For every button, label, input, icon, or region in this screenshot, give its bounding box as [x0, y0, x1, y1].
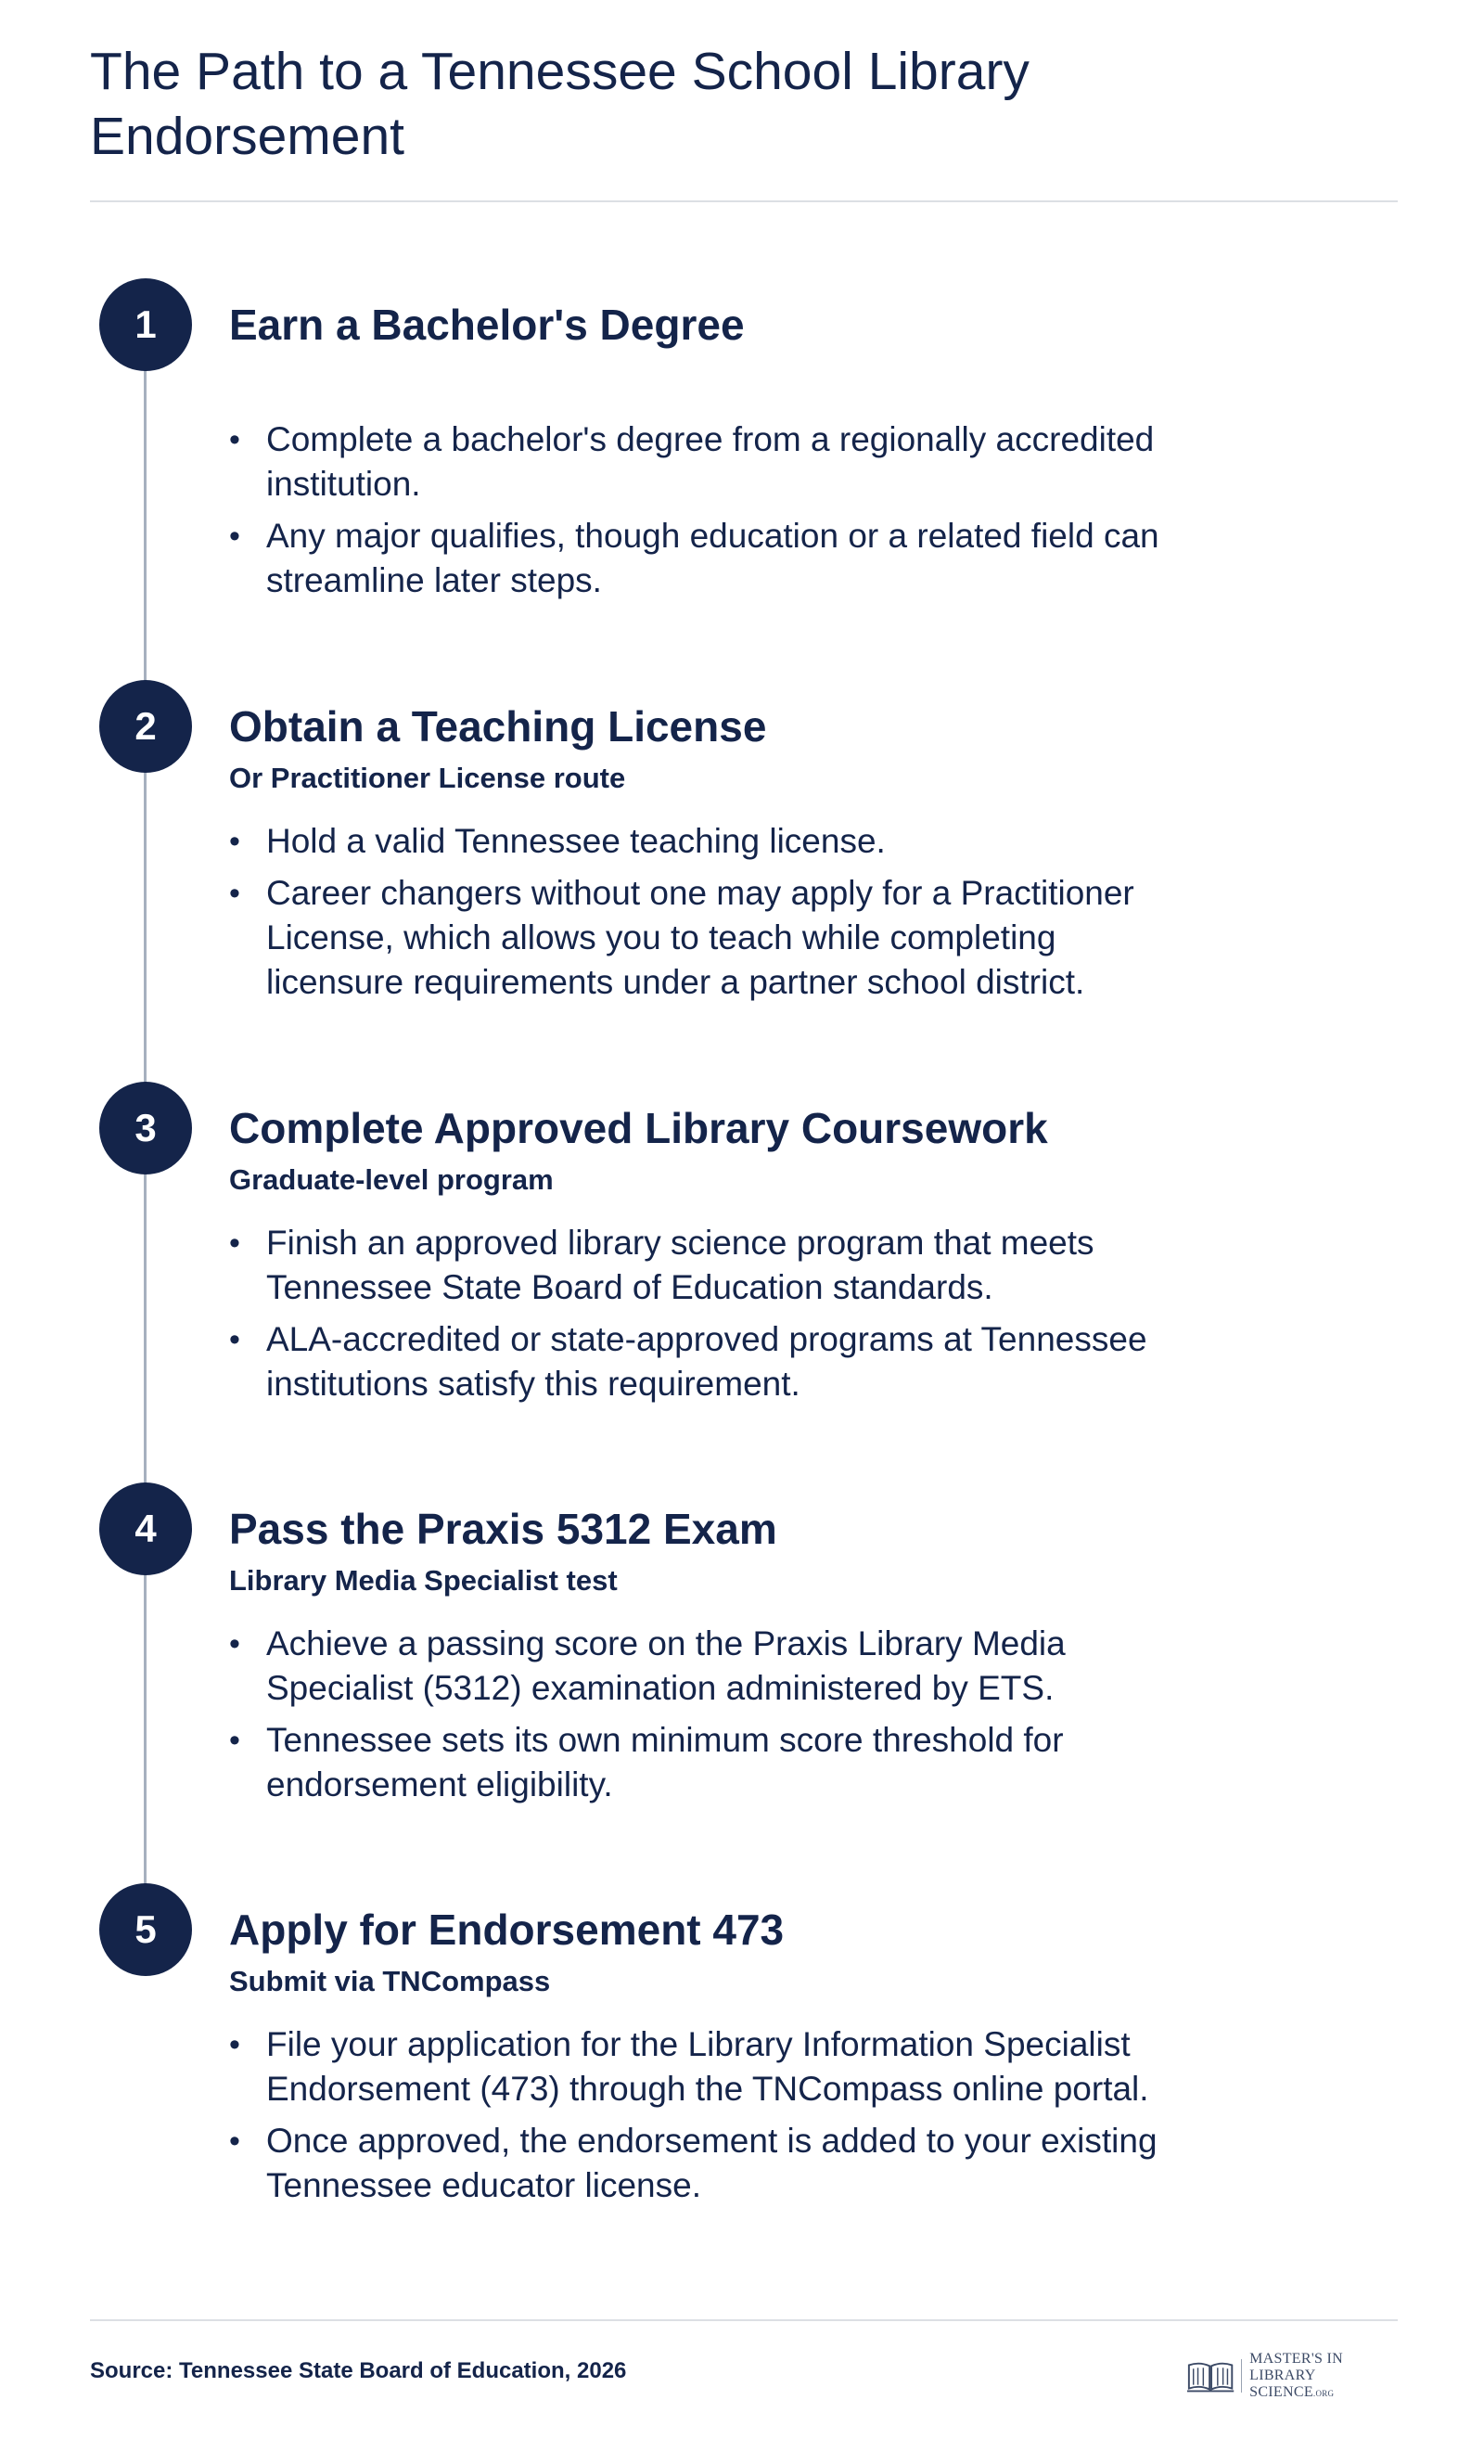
step-bullets: [229, 2022, 1194, 2215]
step-title: Obtain a Teaching License: [229, 702, 767, 751]
footer-divider: [90, 2319, 1398, 2321]
bullet-text: Once approved, the endorsement is added to your existing Tennessee educator license.: [266, 2122, 1158, 2204]
step-number-badge: 3: [99, 1082, 192, 1174]
bullet-item: [229, 871, 1194, 1005]
step-bullets: [229, 417, 1194, 610]
step-bullets: [229, 1221, 1194, 1414]
bullet-text: Complete a bachelor's degree from a regionally accredited institution.: [266, 420, 1155, 503]
bullet-icon: •: [229, 1626, 240, 1662]
step-number-badge: 4: [99, 1482, 192, 1575]
bullet-icon: •: [229, 824, 240, 859]
step-subtitle: Submit via TNCompass: [229, 1965, 551, 1997]
step-number-badge: 2: [99, 680, 192, 773]
logo-wordmark: [1249, 2351, 1399, 2402]
bullet-item: [229, 1622, 1194, 1711]
bullet-text: Tennessee sets its own minimum score threshold for endorsement eligibility.: [266, 1721, 1064, 1803]
logo-line-2: LIBRARY SCIENCE: [1249, 2367, 1315, 2400]
bullet-text: Hold a valid Tennessee teaching license.: [266, 822, 886, 860]
bullet-icon: •: [229, 422, 240, 457]
bullet-text: Finish an approved library science program that meets Tennessee State Board of Education standards.: [266, 1224, 1094, 1306]
bullet-text: Achieve a passing score on the Praxis Library Media Specialist (5312) examination administered by ETS.: [266, 1624, 1066, 1707]
step-number-badge: 5: [99, 1883, 192, 1976]
open-book-icon: [1185, 2357, 1235, 2394]
page-title: The Path to a Tennessee School Library Endorsement: [90, 42, 1030, 166]
logo-line-1: MASTER'S IN: [1249, 2350, 1343, 2367]
bullet-text: ALA-accredited or state-approved programs at Tennessee institutions satisfy this requirement.: [266, 1320, 1147, 1403]
bullet-icon: •: [229, 1322, 240, 1357]
step-title: Complete Approved Library Coursework: [229, 1104, 1048, 1152]
step-subtitle: Or Practitioner License route: [229, 762, 626, 794]
step-title: Pass the Praxis 5312 Exam: [229, 1505, 777, 1553]
bullet-item: [229, 819, 1194, 864]
logo-suffix: .ORG: [1312, 2388, 1335, 2398]
bullet-text: File your application for the Library Information Specialist Endorsement (473) through the TNCompass online portal.: [266, 2025, 1149, 2108]
bullet-item: [229, 1221, 1194, 1310]
step-bullets: [229, 1622, 1194, 1815]
bullet-icon: •: [229, 876, 240, 911]
bullet-icon: •: [229, 519, 240, 554]
site-logo: [1185, 2350, 1399, 2400]
step-bullets: [229, 819, 1194, 1012]
step-title: Apply for Endorsement 473: [229, 1906, 785, 1954]
logo-divider: [1241, 2359, 1242, 2393]
source-note: Source: Tennessee State Board of Education, 2026: [90, 2358, 627, 2383]
bullet-icon: •: [229, 2027, 240, 2062]
bullet-item: [229, 2119, 1194, 2208]
step-title: Earn a Bachelor's Degree: [229, 301, 745, 349]
bullet-text: Career changers without one may apply for a Practitioner License, which allows you to teach while completing licensure requirements under a partner school district.: [266, 874, 1134, 1001]
bullet-item: [229, 1718, 1194, 1807]
header-divider: [90, 200, 1398, 202]
step-number-badge: 1: [99, 278, 192, 371]
bullet-text: Any major qualifies, though education or a related field can streamline later steps.: [266, 517, 1159, 599]
bullet-item: [229, 514, 1194, 603]
bullet-icon: •: [229, 1226, 240, 1261]
bullet-icon: •: [229, 1723, 240, 1758]
bullet-item: [229, 417, 1194, 507]
bullet-item: [229, 1317, 1194, 1406]
step-subtitle: Graduate-level program: [229, 1163, 554, 1196]
step-subtitle: Library Media Specialist test: [229, 1564, 618, 1597]
bullet-item: [229, 2022, 1194, 2111]
bullet-icon: •: [229, 2124, 240, 2159]
